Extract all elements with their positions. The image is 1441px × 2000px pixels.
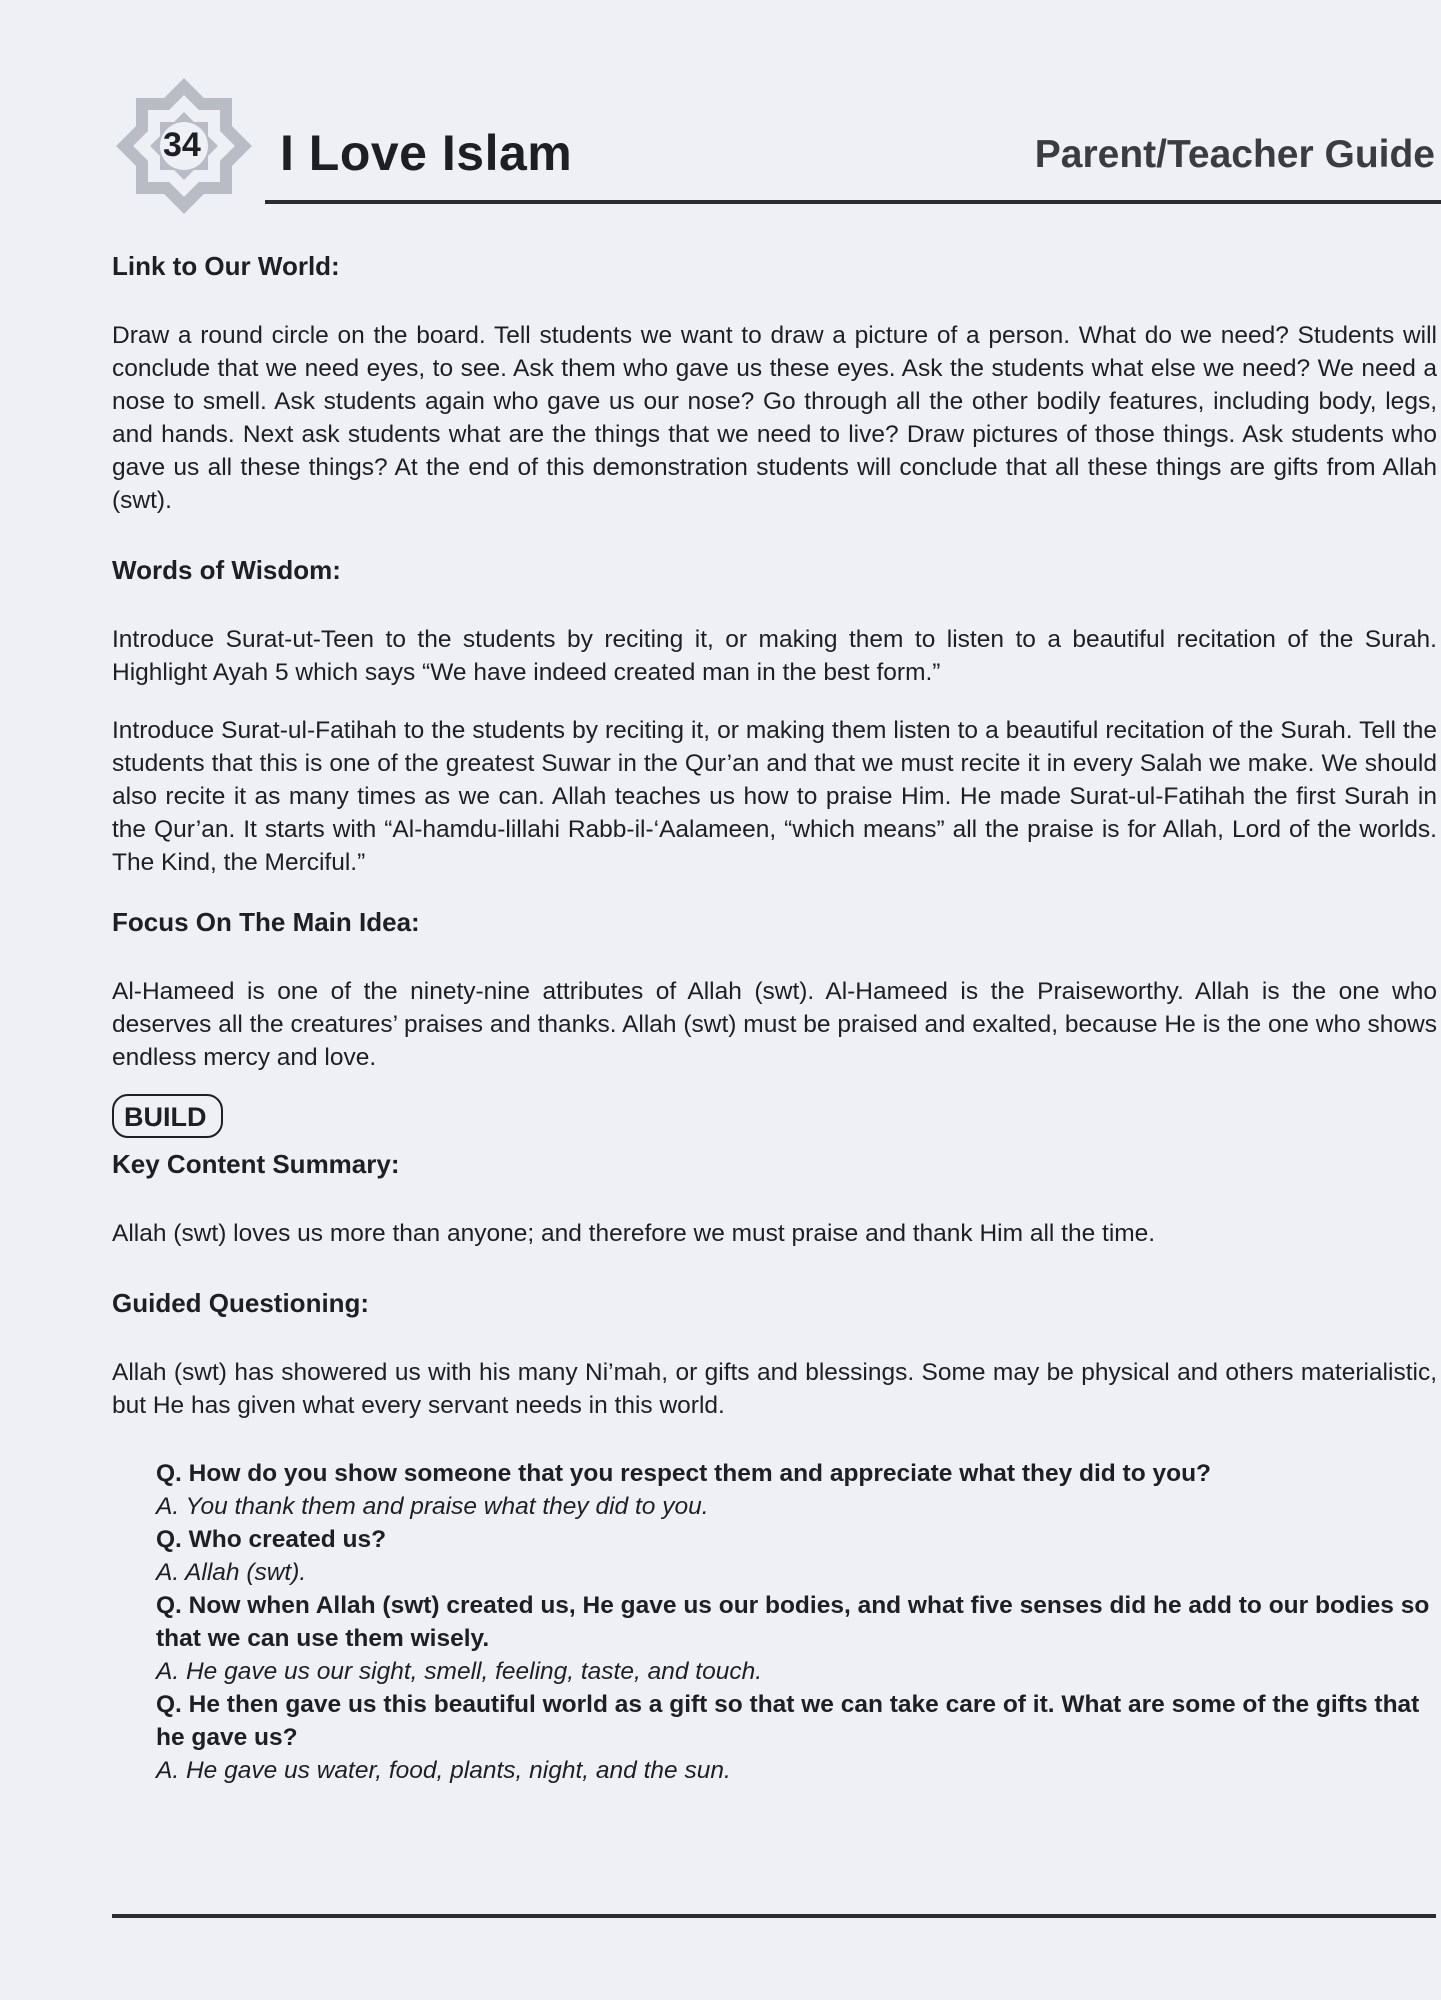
- link-paragraph: Draw a round circle on the board. Tell students we want to draw a picture of a person. What do we need? Students will conclude that we need eyes, to see. Ask them who gave us these eyes. Ask the students what else we need? We need a nose to smell. Ask students again who gave us our nose? Go through all the other bodily features, including body, legs, and hands. Next ask students what are the things that we need to live? Draw pictures of those things. Ask students who gave us all these things? At the end of this demonstration students will conclude that all these things are gifts from Allah (swt).: [112, 322, 1437, 514]
- summary-heading: Key Content Summary:: [112, 1149, 400, 1179]
- summary-paragraph: Allah (swt) loves us more than anyone; and therefore we must praise and thank Him all the time.: [112, 1220, 1156, 1247]
- link-heading: Link to Our World:: [112, 251, 340, 281]
- book-title: I Love Islam: [280, 125, 573, 181]
- focus-paragraph: Al-Hameed is one of the ninety-nine attributes of Allah (swt). Al-Hameed is the Praiseworthy. Allah is the one who deserves all the creatures’ praises and thanks. Allah (swt) must be praised and exalted, because He is the one who shows endless mercy and love.: [112, 978, 1437, 1071]
- question-1: Q. How do you show someone that you respect them and appreciate what they did to you?: [156, 1460, 1211, 1487]
- main-content: [112, 248, 1437, 1787]
- build-badge: BUILD: [112, 1094, 223, 1138]
- answer-4: A. He gave us water, food, plants, night, and the sun.: [156, 1757, 731, 1784]
- guided-paragraph: Allah (swt) has showered us with his many Ni’mah, or gifts and blessings. Some may be physical and others materialistic, but He has given what every servant needs in this world.: [112, 1359, 1437, 1419]
- question-3: Q. Now when Allah (swt) created us, He gave us our bodies, and what five senses did he add to our bodies so that we can use them wisely.: [156, 1592, 1430, 1652]
- header-divider: [265, 200, 1441, 204]
- wisdom-paragraph-2: Introduce Surat-ul-Fatihah to the students by reciting it, or making them listen to a beautiful recitation of the Surah. Tell the students that this is one of the greatest Suwar in the Qur’an and that we must recite it in every Salah we make. We should also recite it as many times as we can. Allah teaches us how to praise Him. He made Surat-ul-Fatihah the first Surah in the Qur’an. It starts with “Al-hamdu-lillahi Rabb-il-‘Aalameen, “which means” all the praise is for Allah, Lord of the worlds. The Kind, the Merciful.”: [112, 717, 1437, 876]
- question-2: Q. Who created us?: [156, 1526, 387, 1553]
- focus-heading: Focus On The Main Idea:: [112, 907, 420, 937]
- answer-2: A. Allah (swt).: [156, 1559, 307, 1586]
- question-4: Q. He then gave us this beautiful world as a gift so that we can take care of it. What are some of the gifts that he gave us?: [156, 1691, 1420, 1751]
- answer-3: A. He gave us our sight, smell, feeling, taste, and touch.: [156, 1658, 763, 1685]
- wisdom-heading: Words of Wisdom:: [112, 555, 341, 585]
- wisdom-paragraph-1: Introduce Surat-ut-Teen to the students by reciting it, or making them to listen to a beautiful recitation of the Surah. Highlight Ayah 5 which says “We have indeed created man in the best form.”: [112, 626, 1437, 686]
- page-number: 34: [163, 126, 201, 164]
- guided-heading: Guided Questioning:: [112, 1288, 370, 1318]
- answer-1: A. You thank them and praise what they did to you.: [156, 1493, 709, 1520]
- guide-title: Parent/Teacher Guide: [1034, 133, 1435, 176]
- footer-divider: [112, 1914, 1436, 1918]
- question-answer-list: [156, 1457, 1437, 1787]
